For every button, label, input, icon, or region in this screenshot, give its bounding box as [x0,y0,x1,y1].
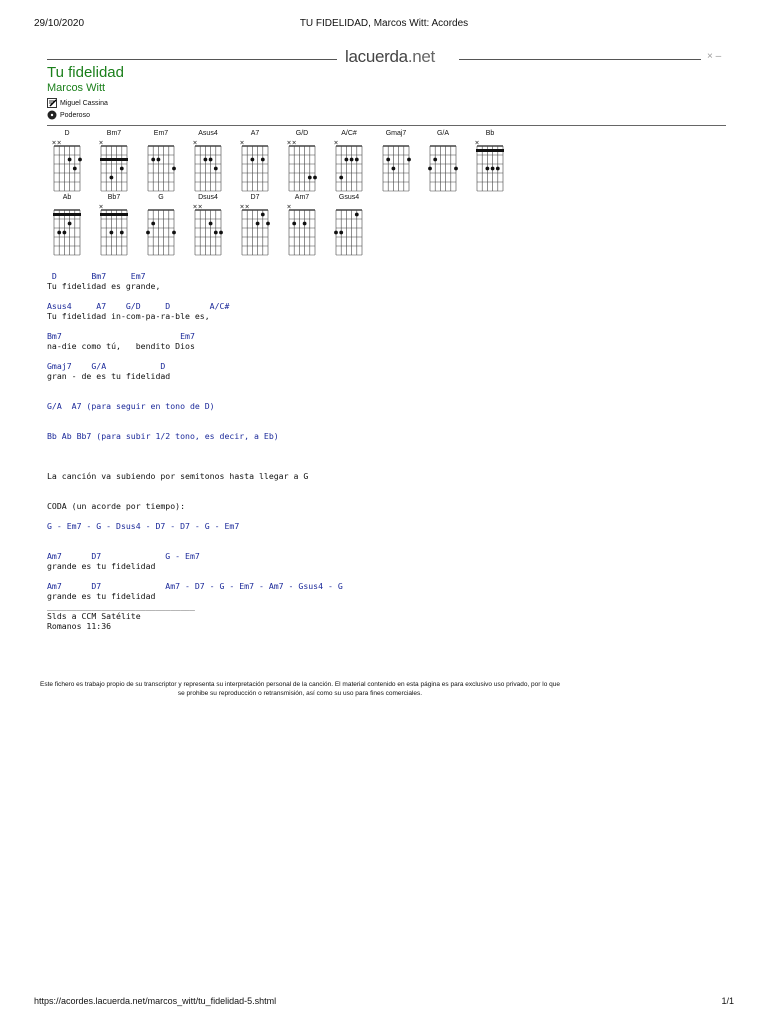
blank-line [47,451,343,461]
svg-text:×: × [239,203,245,211]
lyric-line: grande es tu fidelidad [47,561,156,571]
song-artist[interactable]: Marcos Witt [47,82,106,94]
song-title: Tu fidelidad [47,64,124,81]
header-divider-left [47,59,337,60]
print-date: 29/10/2020 [34,18,85,29]
svg-text:×: × [98,139,104,147]
blank-line [47,491,343,501]
fretboard-grid [188,138,228,192]
chord-line[interactable]: Am7 D7 G - Em7 [47,551,200,561]
svg-text:×: × [56,139,62,147]
svg-text:×: × [197,203,203,211]
logo-main: lacuerda [345,47,408,66]
chord-name: G/D [295,130,309,137]
svg-text:×: × [98,203,104,211]
chord-line[interactable]: G - Em7 - G - Dsus4 - D7 - D7 - G - Em7 [47,521,240,531]
chord-name: Ab [62,194,72,201]
chord-diagram [470,130,510,192]
chord-name: Bb [485,130,495,137]
fretboard-grid [235,138,275,192]
lyric-line: ______________________________ [47,601,195,611]
chord-name: Bb7 [107,194,121,201]
chord-diagram [47,194,87,256]
chord-diagram [423,130,463,192]
chord-diagram [235,130,275,192]
blank-line [47,321,343,331]
disc-icon [47,110,57,120]
chord-diagram [188,130,228,192]
svg-text:×: × [192,203,198,211]
fretboard-grid [329,202,369,256]
blank-line [47,461,343,471]
lyric-line: Tu fidelidad in-com-pa-ra-ble es, [47,311,210,321]
blank-line [47,441,343,451]
lyric-line: Romanos 11:36 [47,621,112,631]
logo-tld: .net [407,47,435,66]
chord-diagram [141,130,181,192]
svg-text:×: × [286,139,292,147]
lyric-line: Slds a CCM Satélite [47,611,141,621]
svg-text:×: × [333,139,339,147]
chord-diagram [329,130,369,192]
chord-name: Am7 [294,194,310,201]
fretboard-grid [47,202,87,256]
lyric-line: na-die como tú, bendito Dios [47,341,195,351]
chord-line[interactable]: D Bm7 Em7 [47,271,146,281]
chord-line[interactable]: Bb Ab Bb7 (para subir 1/2 tono, es decir, a Eb) [47,431,279,441]
svg-text:×: × [51,139,57,147]
svg-text:×: × [244,203,250,211]
transcriber-name[interactable]: Miguel Cassina [60,99,108,107]
chord-diagram [94,130,134,192]
fretboard-grid [141,138,181,192]
fretboard-grid [141,202,181,256]
chord-name: Em7 [153,130,169,137]
blank-line [47,481,343,491]
chord-diagram [235,194,275,256]
header-rule [47,125,726,126]
fretboard-grid [94,202,134,256]
print-page-title: TU FIDELIDAD, Marcos Witt: Acordes [299,18,469,29]
lyric-line: grande es tu fidelidad [47,591,156,601]
blank-line [47,531,343,541]
blank-line [47,381,343,391]
chord-name: A7 [250,130,260,137]
chord-name: G/A [436,130,450,137]
fretboard-grid [423,138,463,192]
lyric-line: CODA (un acorde por tiempo): [47,501,186,511]
chord-name: A/C# [341,130,357,137]
fretboard-grid [376,138,416,192]
disclaimer: Este fichero es trabajo propio de su transcriptor y representa su interpretación personal de la canción. El material contenido en esta página es para exclusivo uso privado, por lo que se prohibe su reproducción o retransmisión, así como su uso para fines comerciales. [40,681,560,697]
blank-line [47,511,343,521]
blank-line [47,571,343,581]
svg-text:×: × [192,139,198,147]
chord-diagram [376,130,416,192]
chord-diagram [188,194,228,256]
fretboard-grid [47,138,87,192]
print-page-number: 1/1 [721,996,734,1006]
blank-line [47,391,343,401]
chord-line[interactable]: Asus4 A7 G/D D A/C# [47,301,230,311]
transcriber-row [47,98,108,108]
chord-line[interactable]: Am7 D7 Am7 - D7 - G - Em7 - Am7 - Gsus4 - G [47,581,343,591]
lyric-line: gran - de es tu fidelidad [47,371,171,381]
lyric-line: Tu fidelidad es grande, [47,281,161,291]
pencil-note-icon [47,98,57,108]
fretboard-grid [188,202,228,256]
fretboard-grid [94,138,134,192]
site-logo[interactable] [345,47,435,67]
blank-line [47,411,343,421]
fretboard-grid [470,138,510,192]
site-header [47,44,726,74]
svg-text:×: × [474,139,480,147]
chord-name: Gmaj7 [385,130,407,137]
chord-diagram [282,130,322,192]
svg-text:×: × [291,139,297,147]
fretboard-grid [282,138,322,192]
chord-name: Dsus4 [198,194,218,201]
chord-name: Asus4 [198,130,218,137]
close-icon[interactable]: × – [707,51,722,62]
chord-diagram [47,130,87,192]
chord-name: D [64,130,70,137]
album-row [47,110,90,120]
chord-line[interactable]: Gmaj7 G/A D [47,361,166,371]
album-name[interactable]: Poderoso [60,111,90,119]
print-url: https://acordes.lacuerda.net/marcos_witt/tu_fidelidad-5.shtml [34,996,277,1006]
fretboard-grid [329,138,369,192]
svg-text:×: × [286,203,292,211]
chord-line[interactable]: Bm7 Em7 [47,331,195,341]
chord-name: G [158,194,164,201]
chord-line[interactable]: G/A A7 (para seguir en tono de D) [47,401,215,411]
fretboard-grid [282,202,322,256]
chord-sheet [47,271,343,631]
blank-line [47,541,343,551]
chord-name: D7 [250,194,260,201]
chord-diagram [329,194,369,256]
chord-diagram [94,194,134,256]
lyric-line: La canción va subiendo por semitonos hasta llegar a G [47,471,309,481]
svg-text:×: × [239,139,245,147]
blank-line [47,421,343,431]
header-divider-right [459,59,701,60]
chord-name: Gsus4 [338,194,360,201]
chord-name: Bm7 [106,130,122,137]
chord-diagram [141,194,181,256]
chord-diagram [282,194,322,256]
fretboard-grid [235,202,275,256]
blank-line [47,291,343,301]
blank-line [47,351,343,361]
